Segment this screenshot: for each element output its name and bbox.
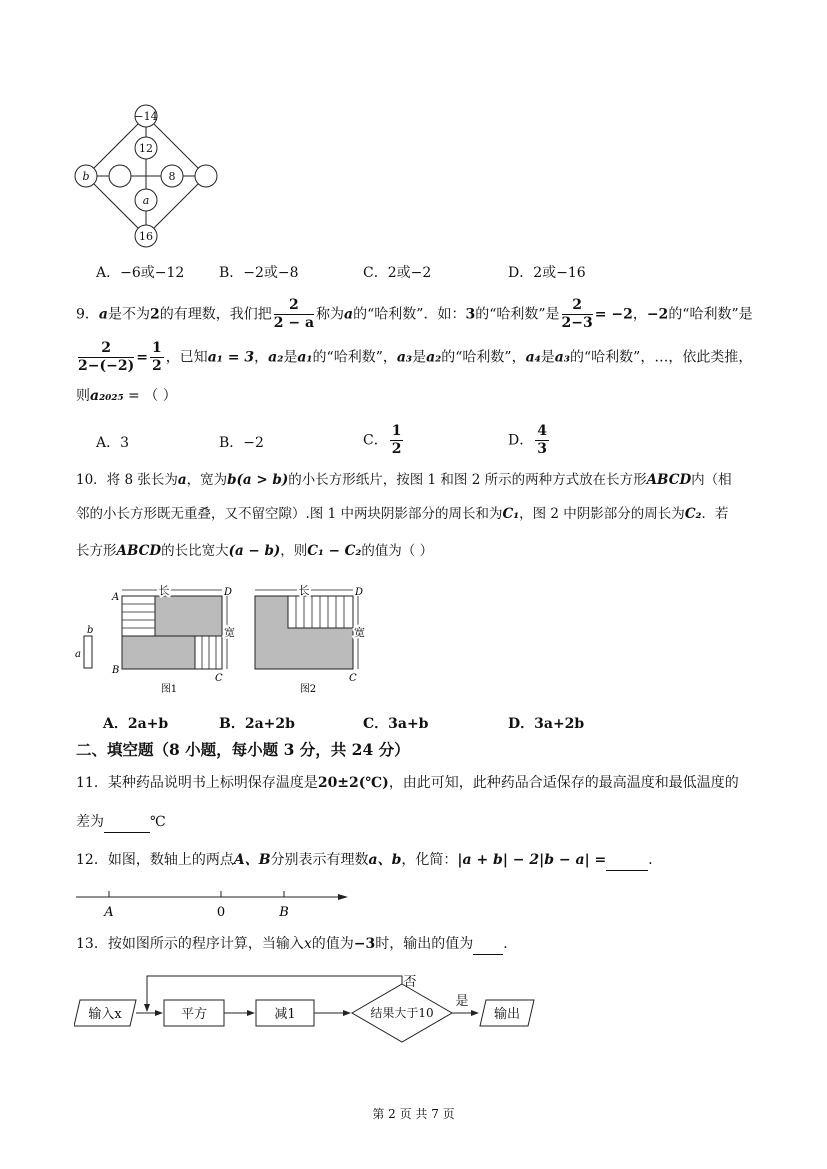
q9-line1: 9．a是不为2的有理数，我们把 $\frac{2}{2 - a}$ 称为a的“哈利数”．如：3的“哈利数”是 $\frac{2}{2-3}$ = −2，−2的“哈利数”是 — [76, 297, 753, 331]
svg-text:长: 长 — [158, 584, 170, 597]
q8-fig-right: 8 — [168, 170, 176, 183]
q10-figures — [74, 580, 374, 700]
flow-no: 否 — [403, 975, 417, 990]
q10-line1: 10．将 8 张长为a，宽为b(a > b)的小长方形纸片，按图 1 和图 2 所示的两种方式放在长方形ABCD内（相 — [76, 472, 732, 488]
q10-line3: 长方形ABCD的长比宽大(a − b)，则C₁ − C₂的值为（ ） — [76, 543, 434, 559]
page-footer: 第 2 页 共 7 页 — [372, 1107, 455, 1121]
flow-input: 输入x — [88, 1007, 122, 1022]
q11-line1: 11．某种药品说明书上标明保存温度是20±2(℃)，由此可知，此种药品合适保存的最高温度和最低温度的 — [76, 775, 739, 791]
q10-line2: 邻的小长方形既无重叠，又不留空隙）.图 1 中两块阴影部分的周长和为C₁，图 2 中阴影部分的周长为C₂．若 — [76, 506, 729, 522]
svg-text:宽: 宽 — [224, 626, 235, 639]
q9-option-a: A．3 — [96, 435, 130, 451]
q8-option-a: A．−6或−12 — [96, 265, 185, 281]
q8-figure — [74, 102, 220, 250]
q9-option-c: C． $\frac{1}{2}$ — [363, 423, 402, 457]
svg-text:图1: 图1 — [160, 684, 178, 695]
flow-square: 平方 — [180, 1007, 208, 1022]
svg-text:A: A — [112, 592, 120, 603]
svg-text:b: b — [87, 625, 94, 636]
q8-option-d: D．2或−16 — [508, 265, 586, 281]
svg-text:a: a — [75, 649, 81, 660]
q12-number-line — [74, 885, 354, 925]
q8-fig-top: −14 — [134, 110, 158, 123]
q9-line3: 则a₂₀₂₅ = （ ） — [76, 388, 177, 404]
svg-text:长: 长 — [298, 584, 310, 597]
q8-fig-center: a — [142, 194, 150, 207]
flow-cond: 结果大于10 — [370, 1006, 434, 1020]
flow-output: 输出 — [493, 1007, 521, 1022]
svg-text:A: A — [104, 905, 114, 920]
q13-flowchart — [74, 966, 544, 1046]
q8-option-b: B．−2或−8 — [219, 265, 299, 281]
section-title: 二、填空题（8 小题，每小题 3 分，共 24 分） — [76, 740, 410, 759]
q13-line1: 13．按如图所示的程序计算，当输入x的值为−3时，输出的值为 ． — [76, 934, 517, 955]
q9-line2: $\frac{2}{2-(-2)}$ = $\frac{1}{2}$ ，已知a₁ = 3，a₂是a₁的“哈利数”，a₃是a₂的“哈利数”，a₄是a₃的“哈利数”，…，依此类推， — [78, 340, 753, 374]
q10-option-b: B．2a+2b — [219, 716, 295, 732]
q10-option-a: A．2a+b — [103, 716, 169, 732]
svg-text:B: B — [279, 905, 289, 920]
q10-option-d: D．3a+2b — [508, 716, 585, 732]
svg-text:0: 0 — [216, 905, 226, 920]
q8-option-c: C．2或−2 — [363, 265, 432, 281]
q12-line1: 12．如图，数轴上的两点A、B分别表示有理数a、b，化简：|a + b| − 2|b − a| = ． — [76, 850, 662, 871]
flow-minus: 减1 — [274, 1007, 296, 1022]
q10-option-c: C．3a+b — [363, 716, 429, 732]
svg-text:宽: 宽 — [354, 626, 365, 639]
q8-fig-bottom: 16 — [139, 230, 153, 243]
flow-yes: 是 — [455, 994, 469, 1009]
svg-text:D: D — [224, 587, 233, 598]
svg-text:C: C — [349, 673, 357, 684]
svg-text:D: D — [355, 587, 364, 598]
svg-text:C: C — [215, 673, 223, 684]
q11-line2: 差为 ℃ — [76, 812, 166, 833]
svg-text:图2: 图2 — [299, 684, 317, 695]
q9-option-b: B．−2 — [219, 435, 264, 451]
q9-option-d: D． $\frac{4}{3}$ — [508, 423, 547, 457]
q8-fig-second: 12 — [139, 142, 153, 155]
q8-fig-left: b — [82, 170, 90, 183]
svg-text:B: B — [112, 665, 120, 676]
